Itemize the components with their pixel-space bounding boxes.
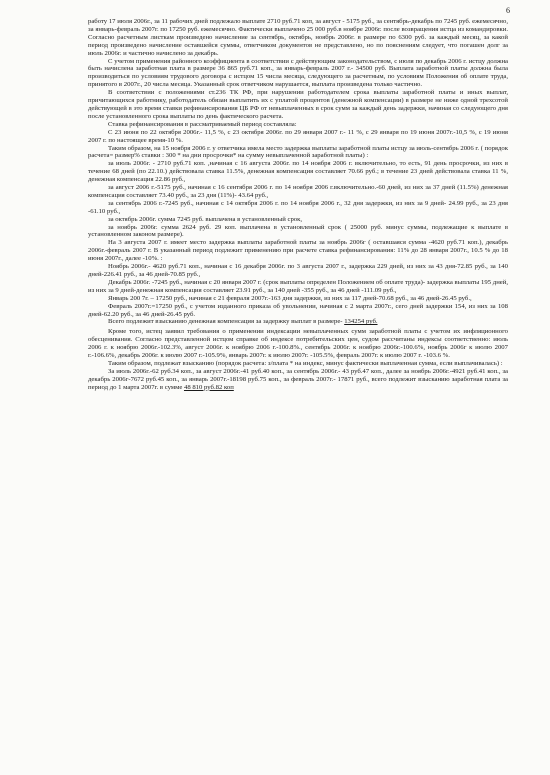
paragraph-text: за июль 2006г. - 2710 руб.71 коп. ,начиная с 16 августа 2006г. по 14 ноября 2006 г. включительно, то есть, 91 день просрочки, из них в течение 68 дней (по 22.10.) действовала ставка 11.5%, денежная компенсация составляет 70.66 руб.; в течение 23 дней действовала ставка 11 %, денежная компенсация 22.86 руб.,: [88, 160, 508, 184]
paragraph: [88, 184, 508, 200]
paragraph: [88, 295, 508, 303]
paragraph: [88, 279, 508, 295]
paragraph-text: за октябрь 2006г. сумма 7245 руб. выплачена в установленный срок,: [108, 215, 303, 223]
paragraph-text: Таким образом, на 15 ноября 2006 г. у ответчика имела место задержка выплаты заработной платы истцу за июль-сентябрь 2006 г. ( порядок расчета= размер% ставки : 300 * на дни просрочки* на сумму невыплаченной заработной платы) :: [88, 144, 508, 160]
paragraph: [88, 360, 508, 368]
paragraph-text: Ноябрь 2006г.- 4620 руб.71 коп., начиная с 16 декабря 2006г. по 3 августа 2007 г., задержка 229 дней, из них за 43 дня-72.85 руб., за 140 дней-226.41 руб., за 46 дней-70.85 руб.,: [88, 263, 508, 278]
paragraph-text: Кроме того, истец заявил требования о применении индексации невыплаченных сумм заработной платы с учетом их инфляционного обесценивания. Согласно представленной истцом справке об индексе потребительских цен, судом рассчитаны индексы соответственно: июль 2006 г. к ноябрю 2006г.-102.3%, август 2006г. к ноябрю 2006 г.-100.8%., сентябрь 2006г. к ноябрю 2006г.-100.6%, ноябрь 2006г к июлю 2007 г.-106.6%, декабрь 2006г. к июлю 2007 г.-105.9%, январь 2007г. к июлю 2007г. -105.5%, февраль 2007г. к июлю 2007 г. -103.6 %.: [88, 328, 508, 360]
paragraph: [88, 239, 508, 263]
paragraph: [88, 121, 508, 129]
paragraph-text: за ноябрь 2006г. сумма 2624 руб. 29 коп. выплачена в установленный срок ( 25000 руб. минус суммы, подлежащие к выплате в установленном законом размере).: [88, 223, 508, 239]
paragraph-text: за сентябрь 2006 г.-7245 руб., начиная с 14 октября 2006 г. по 14 ноября 2006 г., 32 дня задержки, из них за 9 дней- 24.99 руб., за 23 дня -61.10 руб.,: [88, 199, 508, 215]
paragraph: [88, 145, 508, 161]
paragraph: [88, 224, 508, 240]
paragraph-text: Февраль 2007г.=17250 руб., с учетом изданного приказа об увольнении, начиная с 2 марта 2007г., сего дней задержки 154, из них за 108 дней-62.20 руб., за 46 дней-26.45 руб.: [88, 302, 508, 318]
paragraph-text: На 3 августа 2007 г. имеет место задержка выплаты заработной платы за ноябрь 2006г ( оставшаяся сумма -4620 руб.71 коп.), декабрь 2006г.-февраль 2007 г. В указанный период подлежит применению при расчете ставка рефинансирования: 11% до 28 января 2007г., 10.5 % до 18 июня 2007г., далее -10%. :: [88, 239, 508, 263]
paragraph-text: За июль 2006г.-62 руб.34 коп., за август 2006г.-41 руб.40 коп., за сентябрь 2006г.- 43 руб.47 коп., далее за ноябрь 2006г.-4921 руб.41 коп., за декабрь 2006г-7672 руб.45 коп., за январь 2007г.-18198 руб.75 коп., за февраль 2007г.- 17871 руб., всего подлежит взысканию заработная плата за период до 1 марта 2007г. в сумме: [88, 367, 508, 391]
page-number: 6: [506, 6, 510, 15]
paragraph: [88, 200, 508, 216]
paragraph-text: С учетом применения районного коэффициента в соответствии с действующим законодательством, с июля по декабрь 2006 г. истцу должна быть начислена заработная плата в размере 36 865 руб.71 коп., за январь-февраль 2007 г.- 34500 руб. Выплата заработной платы должна была производиться по условиям трудового договора с истцом 15 числа месяца, следующего за расчетным, по условиям Положения об оплате труда, принятого в 2007г., 20 числа месяца. Указанный срок ответчиком нарушается, выплата произведена только частично.: [88, 57, 508, 89]
paragraph: [88, 89, 508, 121]
paragraph-text: С 23 июня по 22 октября 2006г.- 11,5 %, с 23 октября 2006г. по 29 января 2007 г.- 11 %, с 29 января по 19 июня 2007г.-10,5 %, с 19 июня 2007 г. по настоящее время-10 %.: [88, 128, 508, 144]
paragraph-text: Таким образом, подлежат взысканию (порядок расчета: з/плата * на индекс, минус фактически выплаченная сумма, если выплачивалась) :: [108, 359, 503, 367]
paragraph: [88, 58, 508, 90]
paragraph: [88, 160, 508, 184]
paragraph: [88, 216, 508, 224]
paragraph-text: Январь 200 7г. – 17250 руб., начиная с 21 февраля 2007г.-163 дня задержки, из них за 117 дней-70.68 руб., за 46 дней-26.45 руб.,: [108, 294, 472, 302]
paragraph-text: за август 2006 г.-5175 руб., начиная с 16 сентября 2006 г. по 14 ноября 2006 г.включительно.-60 дней, из них за 37 дней (11.5%) денежная компенсация составляет 73.40 руб., за 23 дня (11%)- 43.64 руб.,: [88, 184, 508, 199]
paragraph: [88, 368, 508, 392]
paragraph-text: Ставка рефинансирования в рассматриваемый период составляла:: [108, 120, 297, 128]
paragraph: [88, 263, 508, 279]
paragraph: [88, 129, 508, 145]
paragraph: [88, 303, 508, 319]
paragraph: [88, 18, 508, 58]
paragraph-text: работу 17 июля 2006г., за 11 рабочих дней подлежало выплате 2710 руб.71 коп, за август - 5175 руб., за сентябрь-декабрь по 7245 руб. ежемесячно, за январь-февраль 2007г. по 17250 руб. ежемесячно. Фактически выплачено 25 000 руб.в ноябре 2006г. после возвращения истца из командировки. Согласно расчетным листкам произведено начисление за сентябрь, октябрь, ноябрь 2006г. в размере по 6300 руб. за каждый месяц, за какой период произведено начисление оставшейся суммы, ответчиком документов не представлено, но по пояснениям следует, что погашен долг за июль 2006г. и частично начислено за декабрь.: [88, 18, 508, 57]
paragraph: [88, 328, 508, 360]
paragraph-text: Декабрь 2006г. -7245 руб., начиная с 20 января 2007 г. (срок выплаты определен Положением об оплате труда)- задержка выплаты 195 дней, из них за 9 дней-денежная компенсация составляет 23.91 руб., за 140 дней -355 руб., за 46 дней -111.09 руб.,: [88, 278, 508, 294]
paragraph-text: В соответствии с положениями ст.236 ТК РФ, при нарушении работодателем срока выплаты заработной платы и иных выплат, причитающихся работнику, работодатель обязан выплатить их с уплатой процентов (денежной компенсации) в размере не ниже одной трехсотой действующей в это время ставки рефинансирования ЦБ РФ от невыплаченных в срок сумм за каждый день задержки, начиная со следующего дня после установленного срока выплаты по день фактического расчета.: [88, 89, 508, 120]
document-body: [88, 18, 508, 392]
underlined-amount: 48 810 руб.82 коп: [183, 383, 234, 391]
underlined-amount: 134254 руб.: [344, 318, 378, 326]
paragraph: [88, 318, 508, 326]
paragraph-text: Всего подлежит взысканию денежная компенсация за задержку выплат в размере-: [108, 318, 343, 326]
